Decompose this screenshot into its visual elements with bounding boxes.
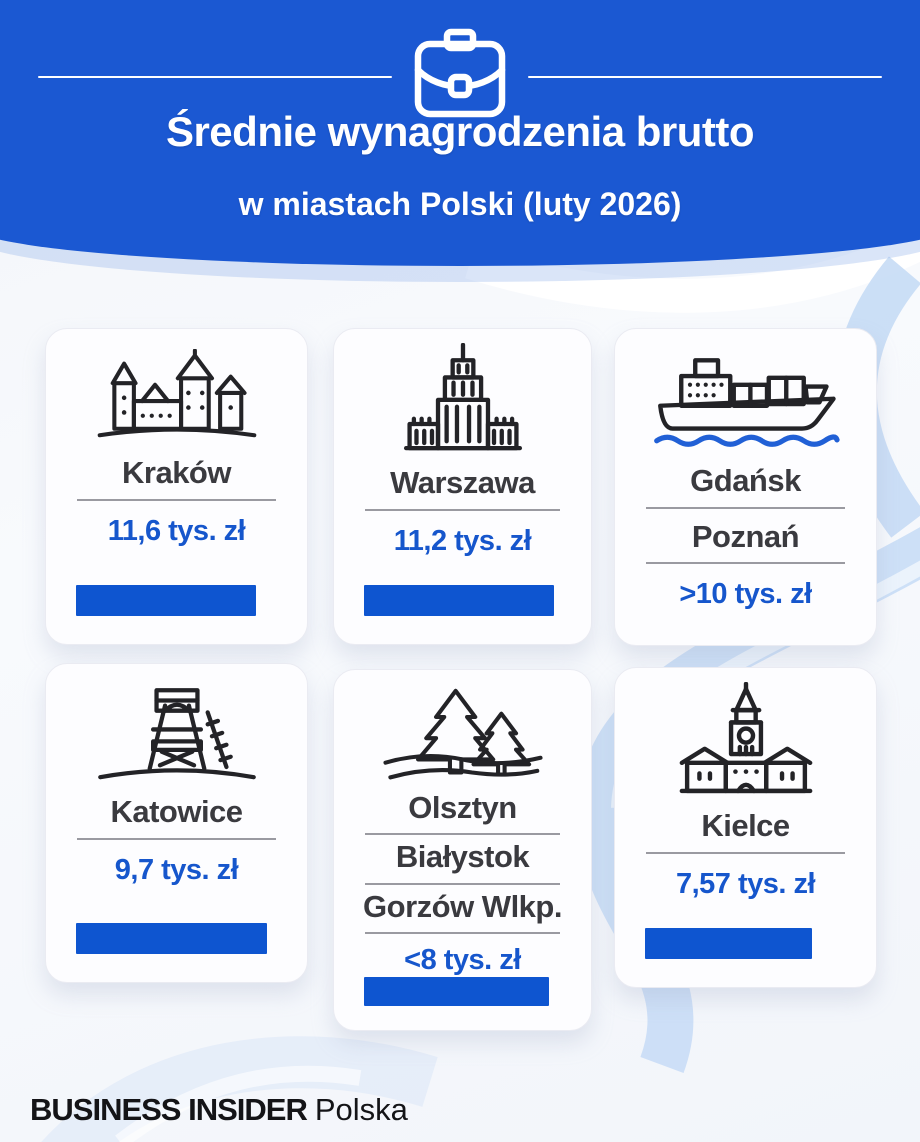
briefcase-icon <box>410 28 510 120</box>
footer <box>30 1092 408 1128</box>
brand-logo: BUSINESS INSIDER <box>30 1092 307 1127</box>
card-katowice <box>45 663 308 983</box>
card-kielce <box>614 667 877 988</box>
brand-region: Polska <box>314 1092 408 1127</box>
city-name: Kraków <box>122 455 231 490</box>
card-olsztyn-bialystok-gorzow <box>333 669 592 1031</box>
page-subtitle: w miastach Polski (luty 2026) <box>238 186 682 222</box>
header-line-right <box>528 76 882 78</box>
salary-value: 7,57 tys. zł <box>675 867 816 900</box>
divider <box>77 499 275 501</box>
mine-headframe-icon <box>84 680 270 784</box>
divider <box>646 852 844 854</box>
salary-bar <box>76 923 267 954</box>
card-krakow <box>45 328 308 645</box>
divider <box>77 838 275 840</box>
salary-value: 9,7 tys. zł <box>114 853 239 886</box>
salary-bar <box>76 585 256 616</box>
city-name: Warszawa <box>390 465 535 500</box>
salary-value: >10 tys. zł <box>679 578 812 611</box>
salary-value: 11,6 tys. zł <box>107 514 246 547</box>
salary-value: 11,2 tys. zł <box>393 524 532 557</box>
card-gdansk-poznan <box>614 328 877 646</box>
divider <box>365 932 560 934</box>
container-ship-icon <box>644 355 848 453</box>
divider <box>365 833 560 835</box>
header <box>0 0 920 266</box>
salary-bar <box>645 928 812 959</box>
city-name: Gorzów Wlkp. <box>363 888 562 924</box>
header-line-left <box>38 76 392 78</box>
pine-trees-icon <box>365 686 561 786</box>
city-name: Poznań <box>691 518 800 554</box>
city-name: Olsztyn <box>408 789 517 825</box>
card-warszawa <box>333 328 592 645</box>
castle-icon <box>77 349 277 445</box>
divider <box>365 883 560 885</box>
salary-value: <8 tys. zł <box>404 944 521 977</box>
city-name: Kielce <box>701 808 790 843</box>
divider <box>646 562 844 564</box>
divider <box>365 509 560 511</box>
town-hall-icon <box>651 682 841 798</box>
divider <box>646 507 844 509</box>
salary-bar <box>364 977 549 1006</box>
salary-bar <box>364 585 554 616</box>
page-title: Średnie wynagrodzenia brutto <box>165 108 755 155</box>
city-name: Białystok <box>395 839 530 875</box>
city-name: Gdańsk <box>690 463 801 498</box>
palace-of-culture-icon <box>374 343 552 455</box>
city-name: Katowice <box>110 794 243 829</box>
